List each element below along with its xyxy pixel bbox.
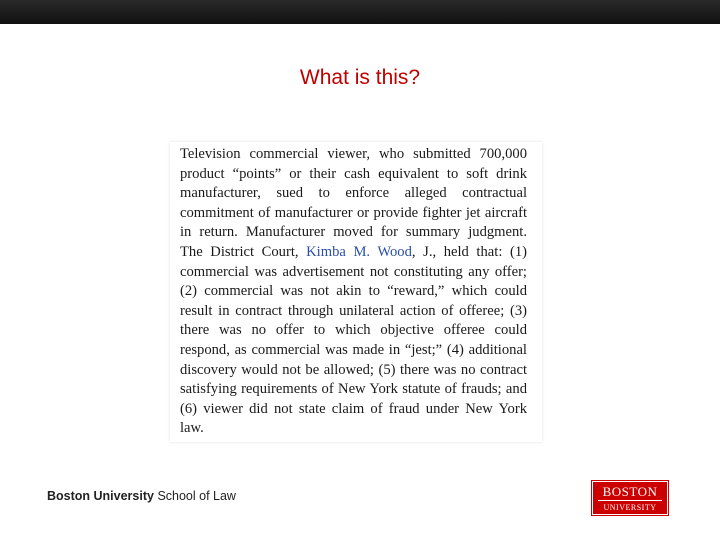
boston-university-logo	[592, 481, 668, 515]
judge-name-link[interactable]: Kimba M. Wood	[306, 243, 412, 260]
case-excerpt-text	[180, 145, 527, 439]
logo-line-university: UNIVERSITY	[603, 503, 657, 512]
slide-title: What is this?	[299, 66, 421, 89]
excerpt-text-after-link: , J., held that: (1) commercial was advertisement not constituting any offer; (2) commercial was not akin to “reward,” which could result in contract through unilateral action of offeree; (3) there was no offer to which objective offeree could respond, as commercial was made in “jest;” (4) additional discovery would not be allowed; (5) there was no contract satisfying requirements of New York statute of frauds; and (6) viewer did not state claim of fraud under New York law.	[180, 243, 527, 437]
wordmark-school: School of Law	[153, 489, 236, 503]
footer-wordmark	[47, 489, 236, 503]
logo-line-boston: BOSTON	[598, 484, 662, 501]
top-bar	[0, 0, 720, 24]
wordmark-university: Boston University	[47, 489, 154, 503]
excerpt-text-before-link: Television commercial viewer, who submitted 700,000 product “points” or their cash equivalent to soft drink manufacturer, sued to enforce alleged contractual commitment of manufacturer or provide fighter jet aircraft in return. Manufacturer moved for summary judgment. The District Court,	[180, 146, 527, 260]
